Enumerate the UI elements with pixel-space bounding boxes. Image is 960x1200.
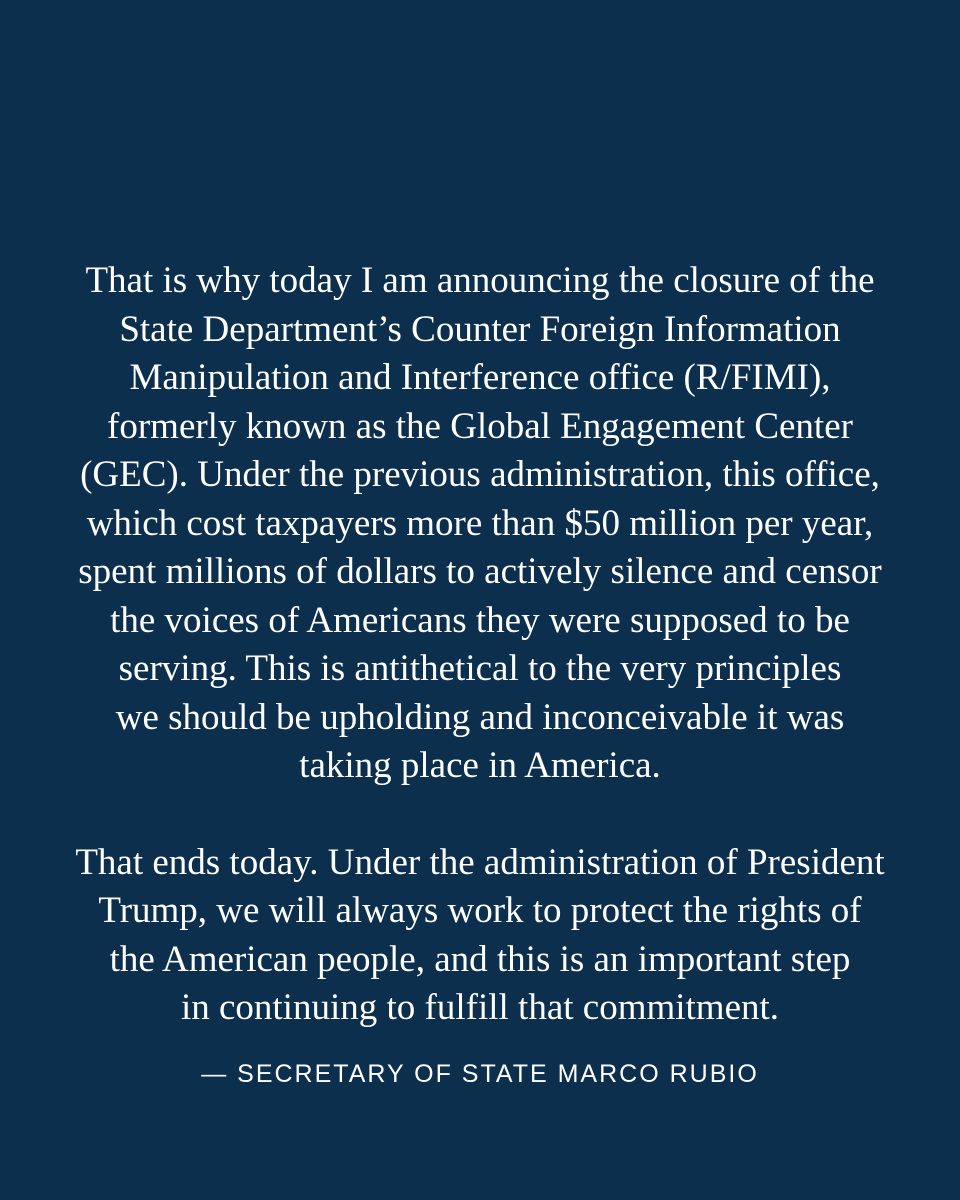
- quote-line: Manipulation and Interference office (R/FIMI),: [129, 357, 831, 398]
- quote-line: That ends today. Under the administration of President: [75, 841, 885, 883]
- quote-line: formerly known as the Global Engagement Center: [107, 405, 853, 447]
- quote-line: the voices of Americans they were supposed to be: [110, 599, 850, 641]
- quote-line: the American people, and this is an important step: [109, 938, 851, 980]
- quote-line: we should be upholding and inconceivable it was: [115, 696, 845, 738]
- quote-paragraph-1: [28, 257, 932, 791]
- quote-paragraph-2: [28, 839, 932, 1033]
- quote-line: State Department’s Counter Foreign Information: [119, 308, 841, 350]
- quote-line: serving. This is antithetical to the very principles: [118, 648, 842, 689]
- attribution: — SECRETARY OF STATE MARCO RUBIO: [201, 1060, 759, 1088]
- quote-line: Trump, we will always work to protect the rights of: [98, 890, 862, 931]
- quote-line: which cost taxpayers more than $50 million per year,: [86, 502, 874, 544]
- quote-line: That is why today I am announcing the closure of the: [85, 260, 875, 301]
- quote-line: taking place in America.: [299, 745, 661, 786]
- quote-line: spent millions of dollars to actively silence and censor: [78, 551, 882, 592]
- quote-line: (GEC). Under the previous administration, this office,: [80, 454, 880, 495]
- quote-line: in continuing to fulfill that commitment.: [180, 987, 780, 1028]
- quote-body: [28, 257, 932, 1033]
